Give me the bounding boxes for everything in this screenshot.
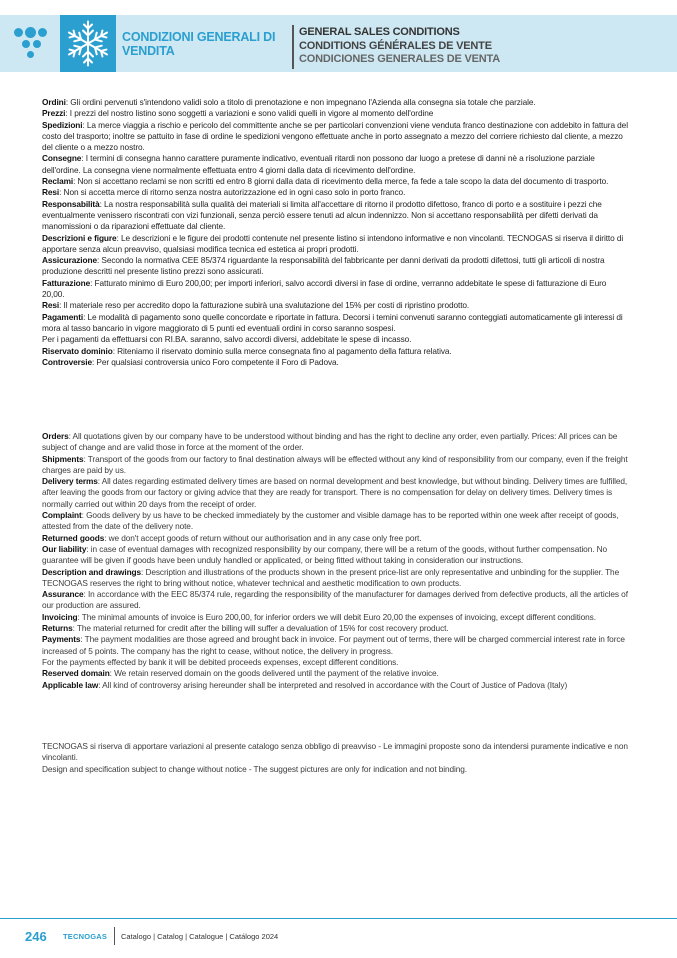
italian-conditions <box>42 97 628 368</box>
condition-item <box>42 199 628 233</box>
condition-text: : Per qualsiasi controversia unico Foro competente il Foro di Padova. <box>91 356 339 367</box>
condition-term: Responsabilità <box>42 198 100 209</box>
category-logo <box>60 15 116 72</box>
page-title-italian: CONDIZIONI GENERALI DI VENDITA <box>122 30 276 58</box>
condition-text: : Le modalità di pagamento sono quelle concordate e riportate in fattura. Decorsi i temini convenuti saranno conteggiati automaticamente gli interessi di mora al tasso bancario in vigore maggiorato di 5 punti ed eventuali ordini in corso saranno sospesi. <box>42 311 623 333</box>
condition-item <box>42 476 628 510</box>
condition-text: For the payments effected by bank it will be debited proceeds expenses, except different conditions. <box>42 656 399 667</box>
catalog-label: Catalogo | Catalog | Catalogue | Catálogo 2024 <box>121 932 279 941</box>
condition-text: : in case of eventual damages with recognized responsibility by our company, there will be a return of the goods, without further compensation. No guarantee will be given if goods have been unduly handled or applicated, or being fitted without taking in consideration our instructions. <box>42 543 608 566</box>
condition-text: : I termini di consegna hanno carattere puramente indicativo, eventuali ritardi non possono dar luogo a pretese di danni nè a risoluzione parziale dell'ordine. La consegna viene normalmente effettuata entro 4 giorni dalla data di ricevimento dell'ordine. <box>42 153 595 175</box>
condition-item <box>42 153 628 176</box>
page-title-french: CONDITIONS GÉNÉRALES DE VENTE <box>299 39 492 52</box>
condition-item <box>42 657 628 668</box>
brand-dots-icon <box>14 26 54 66</box>
condition-text: : Le descrizioni e le figure dei prodotti contenute nel presente listino si intendono informative e non vincolanti. TECNOGAS si riserva il diritto di apportare senza alcun preavviso, qualsiasi modifica tecnica ed estetica ai propri prodotti. <box>42 232 624 254</box>
condition-term: Fatturazione <box>42 277 91 288</box>
brand-logo: TECNOGAS <box>63 932 108 941</box>
header-divider <box>292 25 294 69</box>
condition-item <box>42 510 628 533</box>
condition-text: : Riteniamo il riservato dominio sulla merce consegnata fino al pagamento della fattura relativa. <box>112 345 452 356</box>
condition-term: Orders <box>42 431 69 441</box>
condition-text: : In accordance with the EEC 85/374 rule, regarding the responsibility of the manufacturer for damages derived from defective products, all the articles of our production are assured. <box>42 589 628 611</box>
condition-text: : Non si accettano reclami se non scritti ed entro 8 giorni dalla data di ricevimento della merce, fa fede a tale scopo la data del documento di trasporto. <box>73 176 609 187</box>
condition-term: Returns <box>42 623 73 634</box>
condition-item <box>42 634 628 657</box>
condition-term: Riservato dominio <box>42 345 113 356</box>
page-title-spanish: CONDICIONES GENERALES DE VENTA <box>299 53 500 65</box>
condition-text: : All dates regarding estimated delivery times are based on normal development and best knowledge, but without binding. Delivery times are fulfilled, after leaving the goods from our factory or giving advice that they are ready for transport. There is no compensation for delay on delivery times. Delivery times is normally carried out within 20 days from the receipt of order. <box>42 476 628 509</box>
condition-text: : We retain reserved domain on the goods delivered until the payment of the relative invoice. <box>109 668 439 679</box>
page-title-english: GENERAL SALES CONDITIONS <box>299 26 460 38</box>
condition-text: : Description and illustrations of the products shown in the present price-list are only representative and unbinding for the supplier. The TECNOGAS reserves the right to bring without notice, whatever technical and aesthetic modification to own products. <box>42 566 620 588</box>
condition-item <box>42 589 628 612</box>
condition-item <box>42 346 628 357</box>
condition-term: Payments <box>42 634 81 645</box>
condition-text: Per i pagamenti da effettuarsi con RI.BA. saranno, salvo accordi diversi, addebitate le spese di incasso. <box>42 334 412 345</box>
condition-term: Applicable law <box>42 679 99 690</box>
condition-term: Controversie <box>42 356 92 367</box>
disclaimer-italian: TECNOGAS si riserva di apportare variazioni al presente catalogo senza obbligo di preavviso - Le immagini proposte sono da intendersi puramente indicative e non vincolanti. <box>42 741 628 763</box>
condition-text: : Fatturato minimo di Euro 200,00; per importi inferiori, salvo accordi diversi in fase di ordine, verranno addebitate le spese di fatturazione di Euro 20,00. <box>42 277 607 300</box>
condition-item <box>42 176 628 187</box>
condition-term: Prezzi <box>42 108 66 119</box>
footer-rule <box>0 918 677 919</box>
condition-item <box>42 533 628 544</box>
condition-term: Resi <box>42 300 60 311</box>
condition-item <box>42 255 628 278</box>
footer-divider <box>114 927 115 945</box>
condition-text: : La merce viaggia a rischio e pericolo del committente anche se per particolari convenzioni viene venduta franco destinazione con addebito in fattura del costo del trasporto; inoltre se pattuito in fase di ordine le spedizioni vengono effettuate anche in porto assegnato a mezzo del corriere richiesto dal cliente, a mezzo del cliente o a mezzo nostro. <box>42 119 628 153</box>
condition-item <box>42 108 628 119</box>
condition-item <box>42 312 628 335</box>
condition-term: Our liability <box>42 543 87 554</box>
condition-item <box>42 668 628 679</box>
condition-item <box>42 120 628 154</box>
condition-text: : Transport of the goods from our factory to final destination always will be effected without any kind of responsibility from our company, even if the freight charges are paid by us. <box>42 453 628 475</box>
disclaimer-english: Design and specification subject to change without notice - The suggest pictures are only for indication and not binding. <box>42 763 467 774</box>
condition-term: Invoicing <box>42 611 78 622</box>
condition-term: Assurance <box>42 589 84 600</box>
condition-term: Returned goods <box>42 532 105 543</box>
condition-item <box>42 680 628 691</box>
condition-text: : The material returned for credit after the billing will suffer a devaluation of 15% for cost recovery product. <box>72 623 449 634</box>
condition-term: Delivery terms <box>42 476 98 487</box>
condition-item <box>42 357 628 368</box>
condition-item <box>42 187 628 198</box>
condition-text: : The minimal amounts of invoice is Euro 200,00, for inferior orders we will debit Euro 20,00 the expenses of invoicing, except different conditions. <box>77 611 596 622</box>
condition-term: Shipments <box>42 453 84 464</box>
condition-item <box>42 431 628 454</box>
condition-text: : The payment modalities are those agreed and brought back in invoice. For payment out of terms, there will be charged commercial interest rate in force increased of 5 points. The company has the right to cease, without notice, the delivery in progress. <box>42 634 625 656</box>
condition-term: Descrizioni e figure <box>42 232 117 243</box>
disclaimer-notes <box>42 741 628 775</box>
condition-term: Complaint <box>42 510 82 521</box>
condition-text: : we don't accept goods of return without our authorisation and in any case only free port. <box>104 532 422 543</box>
condition-term: Ordini <box>42 97 66 107</box>
condition-item <box>42 97 628 108</box>
english-conditions <box>42 431 628 691</box>
condition-item <box>42 454 628 477</box>
condition-text: : All kind of controversy arising hereunder shall be interpreted and resolved in accordance with the Court of Justice of Padova (Italy) <box>98 679 568 690</box>
condition-text: : All quotations given by our company have to be understood without binding and has the right to decline any order, even partially. Prices: All prices can be subject of change and are valid those in force at the moment of the order. <box>42 431 618 453</box>
condition-item <box>42 233 628 256</box>
condition-term: Consegne <box>42 153 82 164</box>
condition-item <box>42 334 628 345</box>
snowflake-icon <box>60 15 116 72</box>
page-number: 246 <box>25 929 47 944</box>
condition-text: : Goods delivery by us have to be checked immediately by the customer and visible damage has to be reported within one week after receipt of goods, attested from the date of the delivery note. <box>42 510 619 532</box>
condition-item <box>42 612 628 623</box>
condition-text: : Non si accetta merce di ritorno senza nostra autorizzazione ed in ogni caso solo in porto franco. <box>59 187 406 198</box>
condition-term: Resi <box>42 187 60 198</box>
condition-text: : La nostra responsabilità sulla qualità dei materiali si limita all'accettare di ritorno il prodotto difettoso, franco di porto e a sostituire i pezzi che eventualmente venissero riscontrati con vizi funzionali, senza perciò essere tenuti ad alcun indennizzo. Non si accettano responsabilità per difetti derivati da manomissioni o da riparazioni effettuate dal cliente. <box>42 198 602 232</box>
condition-item <box>42 544 628 567</box>
condition-item <box>42 623 628 634</box>
condition-term: Reserved domain <box>42 668 110 679</box>
condition-item <box>42 567 628 590</box>
condition-term: Spedizioni <box>42 119 83 130</box>
condition-text: : Gli ordini pervenuti s'intendono validi solo a titolo di prenotazione e non impegnano l'Azienda alla consegna sia totale che parziale. <box>65 97 536 107</box>
condition-term: Reclami <box>42 176 74 187</box>
condition-text: : Secondo la normativa CEE 85/374 riguardante la responsabilità del fabbricante per danni derivati da prodotti difettosi, tutti gli articoli di nostra produzione descritti nel presente listino prezzi sono assicurati. <box>42 255 605 277</box>
condition-term: Assicurazione <box>42 255 97 266</box>
condition-text: : I prezzi del nostro listino sono soggetti a variazioni e sono validi quelli in vigore al momento dell'ordine <box>65 108 434 119</box>
condition-term: Pagamenti <box>42 311 84 322</box>
condition-item <box>42 300 628 311</box>
page-titles-translations <box>299 26 659 67</box>
condition-item <box>42 278 628 301</box>
condition-text: : Il materiale reso per accredito dopo la fatturazione subirà una svalutazione del 15% per costi di ripristino prodotto. <box>59 300 470 311</box>
header-band <box>0 15 677 72</box>
condition-term: Description and drawings <box>42 566 142 577</box>
